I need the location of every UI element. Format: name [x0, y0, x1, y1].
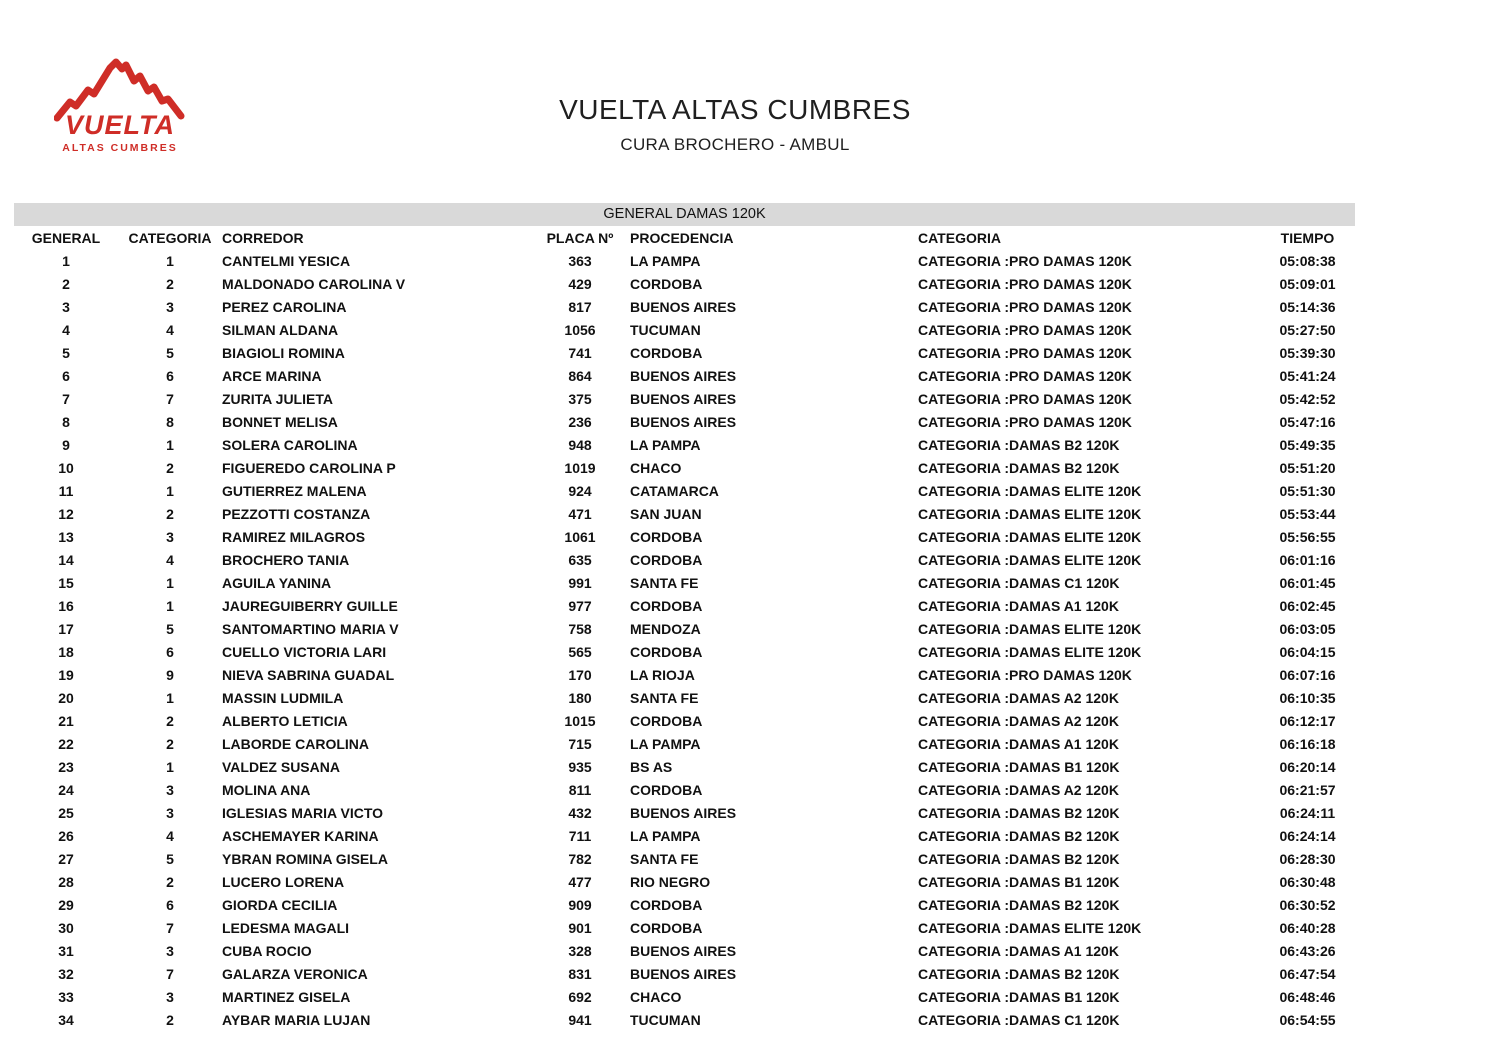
cell-plate-number: 977 — [568, 598, 592, 614]
cell-category-position: 4 — [166, 828, 174, 844]
cell-category-position: 5 — [166, 851, 174, 867]
cell-category-position: 3 — [166, 989, 174, 1005]
cell-category-position: 7 — [166, 966, 174, 982]
cell-general-position: 19 — [58, 667, 74, 683]
cell-category-name: CATEGORIA :DAMAS A1 120K — [918, 943, 1119, 959]
cell-general-position: 8 — [62, 414, 70, 430]
cell-origin: CHACO — [630, 989, 682, 1005]
cell-category-name: CATEGORIA :PRO DAMAS 120K — [918, 667, 1132, 683]
cell-time: 06:40:28 — [1279, 920, 1336, 936]
cell-origin: BUENOS AIRES — [630, 391, 737, 407]
table-row — [14, 894, 1355, 917]
cell-plate-number: 236 — [568, 414, 592, 430]
cell-category-position: 1 — [166, 690, 174, 706]
cell-general-position: 32 — [58, 966, 74, 982]
table-row — [14, 825, 1355, 848]
cell-general-position: 27 — [58, 851, 74, 867]
table-row — [14, 342, 1355, 365]
cell-category-name: CATEGORIA :DAMAS A2 120K — [918, 690, 1119, 706]
cell-general-position: 7 — [62, 391, 70, 407]
cell-rider-name: FIGUEREDO CAROLINA P — [222, 460, 396, 476]
results-table — [14, 203, 1355, 1032]
cell-rider-name: MALDONADO CAROLINA V — [222, 276, 406, 292]
cell-plate-number: 477 — [568, 874, 592, 890]
cell-origin: CATAMARCA — [630, 483, 719, 499]
cell-rider-name: JAUREGUIBERRY GUILLE — [222, 598, 398, 614]
cell-plate-number: 817 — [568, 299, 592, 315]
cell-plate-number: 864 — [568, 368, 592, 384]
cell-general-position: 34 — [58, 1012, 74, 1028]
cell-plate-number: 991 — [568, 575, 592, 591]
cell-plate-number: 565 — [568, 644, 592, 660]
table-row — [14, 273, 1355, 296]
cell-general-position: 15 — [58, 575, 74, 591]
cell-category-name: CATEGORIA :DAMAS B2 120K — [918, 460, 1120, 476]
cell-plate-number: 1061 — [564, 529, 596, 545]
cell-general-position: 22 — [58, 736, 74, 752]
cell-category-name: CATEGORIA :PRO DAMAS 120K — [918, 368, 1132, 384]
cell-plate-number: 711 — [568, 828, 592, 844]
cell-category-position: 2 — [166, 506, 174, 522]
cell-category-position: 4 — [166, 322, 174, 338]
table-row — [14, 917, 1355, 940]
cell-rider-name: SOLERA CAROLINA — [222, 437, 358, 453]
cell-time: 05:42:52 — [1279, 391, 1336, 407]
cell-category-name: CATEGORIA :DAMAS ELITE 120K — [918, 529, 1142, 545]
cell-rider-name: NIEVA SABRINA GUADAL — [222, 667, 395, 683]
cell-category-name: CATEGORIA :DAMAS B2 120K — [918, 437, 1120, 453]
cell-origin: MENDOZA — [630, 621, 701, 637]
cell-time: 06:10:35 — [1279, 690, 1336, 706]
cell-origin: LA RIOJA — [630, 667, 695, 683]
cell-time: 06:12:17 — [1279, 713, 1336, 729]
cell-time: 06:02:45 — [1279, 598, 1336, 614]
cell-category-position: 3 — [166, 299, 174, 315]
title-block — [0, 94, 1470, 155]
cell-category-position: 2 — [166, 1012, 174, 1028]
cell-general-position: 26 — [58, 828, 74, 844]
cell-category-position: 9 — [166, 667, 174, 683]
cell-rider-name: GIORDA CECILIA — [222, 897, 338, 913]
table-row — [14, 526, 1355, 549]
cell-general-position: 5 — [62, 345, 70, 361]
table-row — [14, 480, 1355, 503]
cell-general-position: 16 — [58, 598, 74, 614]
cell-time: 05:14:36 — [1279, 299, 1336, 315]
cell-category-name: CATEGORIA :DAMAS ELITE 120K — [918, 552, 1142, 568]
cell-category-position: 1 — [166, 437, 174, 453]
cell-time: 06:04:15 — [1279, 644, 1336, 660]
cell-general-position: 14 — [58, 552, 74, 568]
cell-time: 06:30:48 — [1279, 874, 1336, 890]
cell-rider-name: CANTELMI YESICA — [222, 253, 351, 269]
cell-category-name: CATEGORIA :DAMAS B2 120K — [918, 851, 1120, 867]
table-row — [14, 802, 1355, 825]
table-row — [14, 388, 1355, 411]
cell-category-position: 3 — [166, 805, 174, 821]
table-row — [14, 572, 1355, 595]
cell-rider-name: LEDESMA MAGALI — [222, 920, 350, 936]
cell-category-name: CATEGORIA :DAMAS A1 120K — [918, 598, 1119, 614]
cell-category-name: CATEGORIA :PRO DAMAS 120K — [918, 322, 1132, 338]
cell-origin: LA PAMPA — [630, 828, 701, 844]
cell-category-name: CATEGORIA :DAMAS C1 120K — [918, 1012, 1120, 1028]
cell-origin: LA PAMPA — [630, 437, 701, 453]
cell-origin: CHACO — [630, 460, 682, 476]
cell-rider-name: YBRAN ROMINA GISELA — [222, 851, 388, 867]
table-row — [14, 664, 1355, 687]
cell-category-name: CATEGORIA :DAMAS A1 120K — [918, 736, 1119, 752]
cell-rider-name: MARTINEZ GISELA — [222, 989, 351, 1005]
table-row — [14, 1009, 1355, 1032]
cell-origin: CORDOBA — [630, 782, 703, 798]
cell-rider-name: LABORDE CAROLINA — [222, 736, 369, 752]
cell-origin: CORDOBA — [630, 276, 703, 292]
cell-plate-number: 363 — [568, 253, 592, 269]
cell-category-name: CATEGORIA :DAMAS ELITE 120K — [918, 644, 1142, 660]
cell-time: 06:47:54 — [1279, 966, 1336, 982]
section-header — [14, 203, 1355, 226]
cell-general-position: 28 — [58, 874, 74, 890]
cell-rider-name: AYBAR MARIA LUJAN — [222, 1012, 371, 1028]
cell-plate-number: 432 — [568, 805, 592, 821]
cell-rider-name: MOLINA ANA — [222, 782, 311, 798]
cell-origin: CORDOBA — [630, 897, 703, 913]
cell-rider-name: GALARZA VERONICA — [222, 966, 368, 982]
cell-category-position: 5 — [166, 345, 174, 361]
cell-category-position: 1 — [166, 253, 174, 269]
cell-category-position: 6 — [166, 368, 174, 384]
cell-time: 06:01:45 — [1279, 575, 1336, 591]
cell-general-position: 2 — [62, 276, 70, 292]
cell-plate-number: 831 — [568, 966, 592, 982]
cell-category-name: CATEGORIA :DAMAS ELITE 120K — [918, 621, 1142, 637]
cell-origin: SANTA FE — [630, 851, 699, 867]
cell-origin: BUENOS AIRES — [630, 299, 737, 315]
cell-general-position: 31 — [58, 943, 74, 959]
cell-general-position: 4 — [62, 322, 70, 338]
cell-rider-name: BONNET MELISA — [222, 414, 338, 430]
cell-category-name: CATEGORIA :DAMAS B1 120K — [918, 989, 1120, 1005]
cell-origin: BUENOS AIRES — [630, 368, 737, 384]
cell-category-position: 6 — [166, 644, 174, 660]
cell-origin: CORDOBA — [630, 920, 703, 936]
cell-rider-name: BROCHERO TANIA — [222, 552, 350, 568]
table-row — [14, 710, 1355, 733]
cell-general-position: 10 — [58, 460, 74, 476]
cell-category-position: 2 — [166, 713, 174, 729]
cell-origin: TUCUMAN — [630, 1012, 701, 1028]
cell-rider-name: LUCERO LORENA — [222, 874, 345, 890]
cell-time: 06:24:14 — [1279, 828, 1336, 844]
section-title: GENERAL DAMAS 120K — [603, 206, 766, 222]
cell-origin: SANTA FE — [630, 575, 699, 591]
cell-category-name: CATEGORIA :DAMAS ELITE 120K — [918, 483, 1142, 499]
cell-category-position: 6 — [166, 897, 174, 913]
cell-rider-name: SILMAN ALDANA — [222, 322, 339, 338]
cell-time: 06:43:26 — [1279, 943, 1336, 959]
cell-category-name: CATEGORIA :DAMAS B2 120K — [918, 828, 1120, 844]
cell-category-name: CATEGORIA :PRO DAMAS 120K — [918, 276, 1132, 292]
cell-plate-number: 935 — [568, 759, 592, 775]
cell-general-position: 30 — [58, 920, 74, 936]
cell-plate-number: 948 — [568, 437, 592, 453]
cell-plate-number: 1056 — [564, 322, 596, 338]
col-header-procedencia: PROCEDENCIA — [630, 230, 734, 246]
cell-time: 05:51:30 — [1279, 483, 1336, 499]
cell-category-position: 1 — [166, 598, 174, 614]
cell-general-position: 3 — [62, 299, 70, 315]
table-header-row — [14, 226, 1355, 250]
col-header-categoria: CATEGORIA — [128, 230, 212, 246]
table-row — [14, 733, 1355, 756]
cell-time: 06:03:05 — [1279, 621, 1336, 637]
cell-category-position: 2 — [166, 736, 174, 752]
cell-rider-name: ZURITA JULIETA — [222, 391, 333, 407]
cell-time: 06:24:11 — [1279, 805, 1336, 821]
cell-origin: TUCUMAN — [630, 322, 701, 338]
cell-plate-number: 715 — [568, 736, 592, 752]
cell-rider-name: SANTOMARTINO MARIA V — [222, 621, 399, 637]
cell-origin: BUENOS AIRES — [630, 966, 737, 982]
table-row — [14, 434, 1355, 457]
cell-category-name: CATEGORIA :DAMAS C1 120K — [918, 575, 1120, 591]
cell-origin: BUENOS AIRES — [630, 805, 737, 821]
cell-general-position: 12 — [58, 506, 74, 522]
cell-origin: BUENOS AIRES — [630, 414, 737, 430]
cell-time: 05:41:24 — [1279, 368, 1336, 384]
cell-general-position: 20 — [58, 690, 74, 706]
cell-time: 05:39:30 — [1279, 345, 1336, 361]
cell-general-position: 6 — [62, 368, 70, 384]
cell-category-position: 7 — [166, 391, 174, 407]
cell-origin: CORDOBA — [630, 529, 703, 545]
table-row — [14, 756, 1355, 779]
cell-rider-name: RAMIREZ MILAGROS — [222, 529, 366, 545]
cell-rider-name: IGLESIAS MARIA VICTO — [222, 805, 384, 821]
cell-category-name: CATEGORIA :DAMAS B2 120K — [918, 805, 1120, 821]
table-row — [14, 319, 1355, 342]
cell-category-name: CATEGORIA :DAMAS A2 120K — [918, 713, 1119, 729]
table-row — [14, 595, 1355, 618]
cell-time: 05:09:01 — [1279, 276, 1336, 292]
table-row — [14, 687, 1355, 710]
cell-category-position: 8 — [166, 414, 174, 430]
cell-origin: RIO NEGRO — [630, 874, 711, 890]
cell-time: 06:16:18 — [1279, 736, 1336, 752]
table-row — [14, 940, 1355, 963]
cell-category-name: CATEGORIA :PRO DAMAS 120K — [918, 391, 1132, 407]
cell-rider-name: CUELLO VICTORIA LARI — [222, 644, 387, 660]
cell-plate-number: 635 — [568, 552, 592, 568]
table-row — [14, 457, 1355, 480]
cell-category-name: CATEGORIA :DAMAS B2 120K — [918, 897, 1120, 913]
cell-time: 06:07:16 — [1279, 667, 1336, 683]
cell-plate-number: 375 — [568, 391, 592, 407]
cell-category-name: CATEGORIA :DAMAS A2 120K — [918, 782, 1119, 798]
cell-time: 05:27:50 — [1279, 322, 1336, 338]
cell-general-position: 9 — [62, 437, 70, 453]
cell-time: 06:48:46 — [1279, 989, 1336, 1005]
cell-category-position: 5 — [166, 621, 174, 637]
table-row — [14, 986, 1355, 1009]
cell-origin: LA PAMPA — [630, 253, 701, 269]
cell-time: 05:49:35 — [1279, 437, 1336, 453]
table-row — [14, 365, 1355, 388]
cell-category-name: CATEGORIA :DAMAS B1 120K — [918, 759, 1120, 775]
cell-general-position: 18 — [58, 644, 74, 660]
cell-origin: CORDOBA — [630, 713, 703, 729]
cell-time: 06:30:52 — [1279, 897, 1336, 913]
cell-general-position: 33 — [58, 989, 74, 1005]
cell-plate-number: 901 — [568, 920, 592, 936]
cell-category-name: CATEGORIA :DAMAS ELITE 120K — [918, 506, 1142, 522]
cell-category-name: CATEGORIA :PRO DAMAS 120K — [918, 414, 1132, 430]
cell-plate-number: 1015 — [564, 713, 596, 729]
cell-category-position: 7 — [166, 920, 174, 936]
cell-origin: SAN JUAN — [630, 506, 702, 522]
table-row — [14, 250, 1355, 273]
table-row — [14, 503, 1355, 526]
cell-origin: CORDOBA — [630, 598, 703, 614]
cell-time: 06:20:14 — [1279, 759, 1336, 775]
cell-category-name: CATEGORIA :DAMAS B2 120K — [918, 966, 1120, 982]
cell-category-name: CATEGORIA :PRO DAMAS 120K — [918, 299, 1132, 315]
cell-rider-name: AGUILA YANINA — [222, 575, 332, 591]
cell-plate-number: 909 — [568, 897, 592, 913]
table-row — [14, 779, 1355, 802]
cell-time: 05:51:20 — [1279, 460, 1336, 476]
table-row — [14, 618, 1355, 641]
cell-plate-number: 741 — [568, 345, 592, 361]
cell-category-position: 3 — [166, 943, 174, 959]
cell-time: 05:56:55 — [1279, 529, 1336, 545]
cell-category-name: CATEGORIA :PRO DAMAS 120K — [918, 253, 1132, 269]
cell-origin: CORDOBA — [630, 345, 703, 361]
table-row — [14, 871, 1355, 894]
col-header-corredor: CORREDOR — [222, 230, 304, 246]
cell-plate-number: 328 — [568, 943, 592, 959]
cell-rider-name: ARCE MARINA — [222, 368, 322, 384]
cell-plate-number: 170 — [568, 667, 592, 683]
cell-time: 05:47:16 — [1279, 414, 1336, 430]
cell-rider-name: ASCHEMAYER KARINA — [222, 828, 379, 844]
cell-plate-number: 471 — [568, 506, 592, 522]
cell-category-position: 1 — [166, 483, 174, 499]
cell-general-position: 13 — [58, 529, 74, 545]
cell-category-position: 1 — [166, 759, 174, 775]
cell-general-position: 17 — [58, 621, 74, 637]
cell-plate-number: 782 — [568, 851, 592, 867]
table-row — [14, 963, 1355, 986]
cell-time: 05:53:44 — [1279, 506, 1336, 522]
cell-general-position: 25 — [58, 805, 74, 821]
cell-time: 06:01:16 — [1279, 552, 1336, 568]
cell-general-position: 21 — [58, 713, 74, 729]
cell-origin: CORDOBA — [630, 552, 703, 568]
cell-plate-number: 1019 — [564, 460, 596, 476]
col-header-general: GENERAL — [31, 230, 101, 246]
table-row — [14, 848, 1355, 871]
cell-time: 05:08:38 — [1279, 253, 1336, 269]
cell-rider-name: GUTIERREZ MALENA — [222, 483, 367, 499]
cell-category-position: 2 — [166, 276, 174, 292]
cell-category-name: CATEGORIA :PRO DAMAS 120K — [918, 345, 1132, 361]
cell-category-position: 3 — [166, 529, 174, 545]
cell-time: 06:21:57 — [1279, 782, 1336, 798]
cell-plate-number: 180 — [568, 690, 592, 706]
col-header-placa: PLACA Nº — [546, 230, 614, 246]
cell-rider-name: BIAGIOLI ROMINA — [222, 345, 345, 361]
cell-category-position: 2 — [166, 874, 174, 890]
results-table-body — [14, 250, 1355, 1032]
logo-title: VUELTA — [65, 110, 175, 140]
table-row — [14, 641, 1355, 664]
col-header-tiempo: TIEMPO — [1280, 230, 1335, 246]
logo-subtitle: ALTAS CUMBRES — [62, 142, 178, 154]
cell-category-name: CATEGORIA :DAMAS B1 120K — [918, 874, 1120, 890]
cell-general-position: 11 — [58, 483, 74, 499]
cell-plate-number: 941 — [568, 1012, 592, 1028]
cell-category-name: CATEGORIA :DAMAS ELITE 120K — [918, 920, 1142, 936]
cell-rider-name: PEZZOTTI COSTANZA — [222, 506, 371, 522]
cell-plate-number: 811 — [568, 782, 592, 798]
document-subtitle: CURA BROCHERO - AMBUL — [620, 135, 850, 154]
cell-rider-name: PEREZ CAROLINA — [222, 299, 347, 315]
cell-rider-name: MASSIN LUDMILA — [222, 690, 344, 706]
cell-plate-number: 924 — [568, 483, 592, 499]
cell-general-position: 24 — [58, 782, 74, 798]
cell-time: 06:28:30 — [1279, 851, 1336, 867]
cell-time: 06:54:55 — [1279, 1012, 1336, 1028]
cell-plate-number: 692 — [568, 989, 592, 1005]
cell-category-position: 4 — [166, 552, 174, 568]
cell-general-position: 29 — [58, 897, 74, 913]
cell-plate-number: 429 — [568, 276, 592, 292]
cell-rider-name: VALDEZ SUSANA — [222, 759, 340, 775]
table-row — [14, 411, 1355, 434]
table-row — [14, 296, 1355, 319]
cell-general-position: 23 — [58, 759, 74, 775]
document-title: VUELTA ALTAS CUMBRES — [559, 94, 911, 125]
cell-origin: BS AS — [630, 759, 673, 775]
cell-category-position: 2 — [166, 460, 174, 476]
cell-origin: LA PAMPA — [630, 736, 701, 752]
cell-rider-name: CUBA ROCIO — [222, 943, 312, 959]
cell-rider-name: ALBERTO LETICIA — [222, 713, 348, 729]
cell-origin: SANTA FE — [630, 690, 699, 706]
cell-general-position: 1 — [62, 253, 70, 269]
cell-plate-number: 758 — [568, 621, 592, 637]
col-header-categoria2: CATEGORIA — [918, 230, 1001, 246]
cell-category-position: 3 — [166, 782, 174, 798]
cell-category-position: 1 — [166, 575, 174, 591]
cell-origin: CORDOBA — [630, 644, 703, 660]
cell-origin: BUENOS AIRES — [630, 943, 737, 959]
table-row — [14, 549, 1355, 572]
